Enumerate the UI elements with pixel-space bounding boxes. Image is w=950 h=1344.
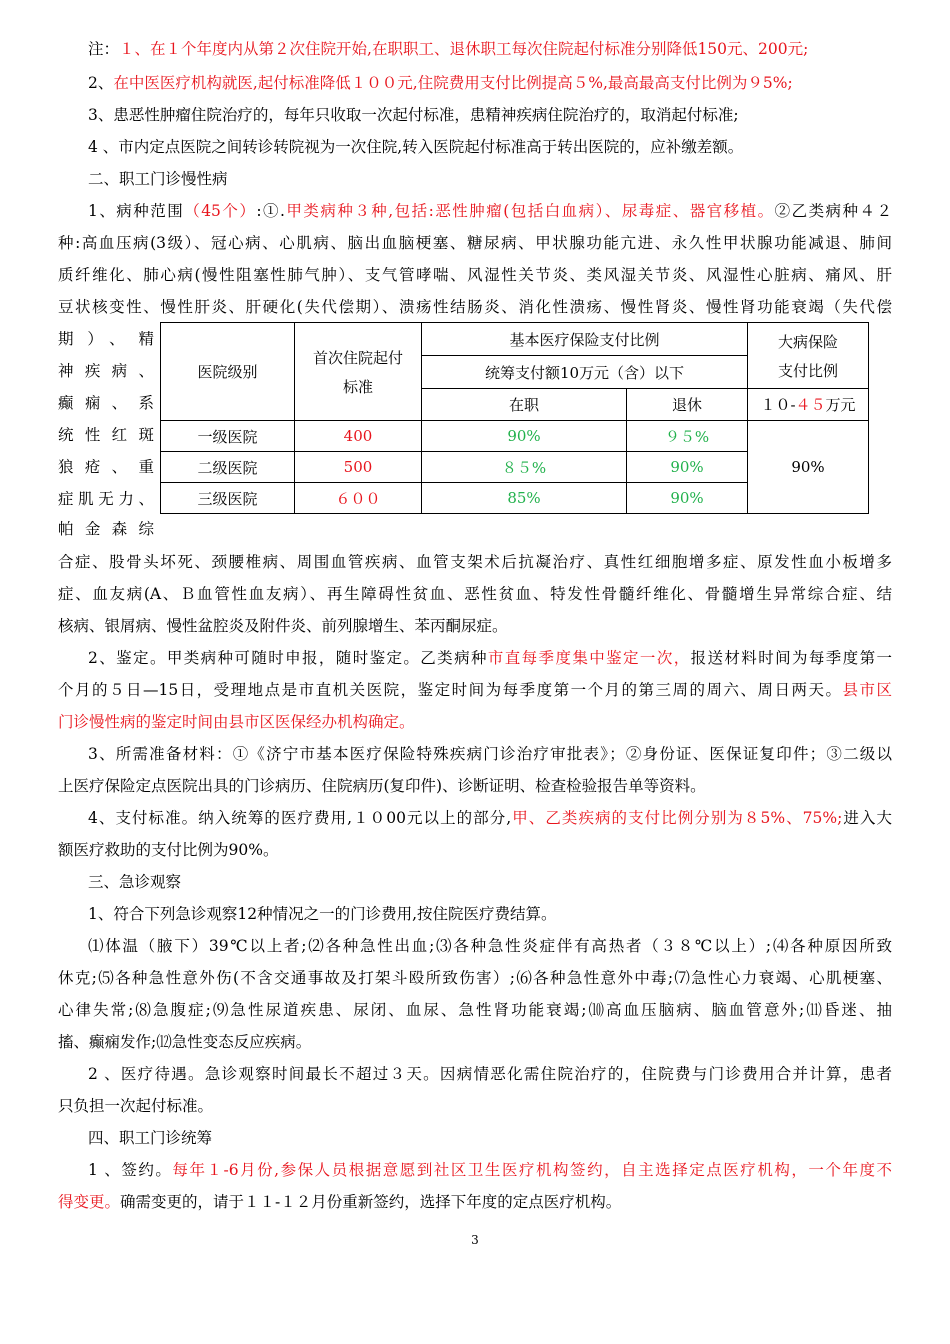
section-2-p4-line-1 [88,807,892,829]
header-first-deductible [295,323,422,421]
header-big-line-2: 支付比例 [777,361,838,380]
header-first-line-2: 标准 [342,377,373,396]
p2-text-c: 报送材料时间为每季度第一 [690,649,892,667]
section-2-p1-line-5: 合症、股骨头坏死、颈腰椎病、周围血管疾病、血管支架术后抗凝治疗、真性红细胞增多症、原发性血小板增多 [58,553,892,571]
section-3-p1: 1、符合下列急诊观察12种情况之一的门诊费用,按住院医疗费结算。 [88,905,557,923]
section-3-list-line-1: ⑴体温（腋下）39℃以上者;⑵各种急性出血;⑶各种急性炎症伴有高热者（３８℃以上）;⑷各种原因所致 [88,937,892,955]
header-employed: 在职 [422,389,627,421]
p4-red-text: 甲、乙类疾病的支付比例分别为８5%、75%; [511,809,843,827]
section-2-p1-line-4: 豆状核变性、慢性肝炎、肝硬化(失代偿期）、溃疡性结肠炎、消化性溃疡、慢性肾炎、慢性肾功能衰竭（失代偿 [58,298,892,316]
page-number: 3 [471,1233,479,1247]
row-retired-rate: ９５% [627,421,748,452]
section-2-p2-line-1 [88,647,892,669]
s4-p1-red-text: 每年１-6月份,参保人员根据意愿到社区卫生医疗机构签约，自主选择定点医疗机构，一个年度不 [172,1161,892,1179]
p1-count: （45个） [184,202,257,220]
row-retired-rate: 90% [627,452,748,483]
note-prefix: 注： [88,40,120,58]
section-2-p4-line-2: 额医疗救助的支付比例为90%。 [58,841,279,859]
section-3-list-line-3: 心律失常;⑻急腹症;⑼急性尿道疾患、尿闭、血尿、急性肾功能衰竭;⑽高血压脑病、脑血管意外;⑾昏迷、抽 [58,1001,892,1019]
section-2-p2-line-3: 门诊慢性病的鉴定时间由县市区医保经办机构确定。 [58,713,415,731]
note-1-red-text: １、在１个年度内从第２次住院开始,在职职工、退休职工每次住院起付标准分别降低150元、200元; [119,40,809,58]
hospital-rate-table [160,322,869,514]
note-2-prefix: 2、 [88,74,114,92]
s4-p1-label: 1 、签约。 [88,1161,173,1179]
note-line-1 [88,38,892,60]
row-employed-rate: 90% [422,421,627,452]
header-basic-insurance: 基本医疗保险支付比例 [422,323,748,356]
section-3-list-line-4: 搐、癫痫发作;⑿急性变态反应疾病。 [58,1033,312,1051]
p4-text-c: 进入大 [842,809,892,827]
header-hospital-level: 医院级别 [161,323,295,421]
p4-text-a: 4、支付标准。纳入统筹的医疗费用,１０00元以上的部分, [88,809,512,827]
side-text-7: 帕金森综 [58,520,154,538]
big-range-start: １０- [760,396,796,414]
header-pool-limit: 统筹支付额10万元（含）以下 [422,356,748,389]
section-3-list-line-2: 休克;⑸各种急性意外伤(不含交通事故及打架斗殴所致伤害）;⑹各种急性意外中毒;⑺急性心力衰竭、心肌梗塞、 [58,969,892,987]
side-text-1: 期）、精 [58,330,154,348]
section-2-p1-line-6: 症、血友病(A、Ｂ血管性血友病）、再生障碍性贫血、恶性贫血、特发性骨髓纤维化、骨髓增生异常综合症、结 [58,585,892,603]
table-row [161,421,869,452]
s4-p1-line2-red: 得变更。 [58,1193,121,1211]
row-retired-rate: 90% [627,483,748,514]
section-2-p1-line-1 [88,200,892,222]
header-big-line-1: 大病保险 [777,332,838,351]
p2-text-a: 2、鉴定。甲类病种可随时申报，随时鉴定。乙类病种 [88,649,488,667]
row-level: 一级医院 [161,421,295,452]
side-text-4: 统性红斑 [58,426,154,444]
section-2-title: 二、职工门诊慢性病 [88,170,228,188]
section-4-p1-line-2 [58,1191,892,1213]
note-line-2 [88,72,892,94]
p2-red-text: 市直每季度集中鉴定一次， [487,649,691,667]
header-critical-illness [748,323,869,389]
p1-class-a: 甲类病种３种,包括:恶性肿瘤(包括白血病）、尿毒症、器官移植。 [284,202,775,220]
side-text-3: 癫痫、系 [58,394,154,412]
section-2-p3-line-2: 上医疗保险定点医院出具的门诊病历、住院病历(复印件)、诊断证明、检查检验报告单等资料。 [58,777,706,795]
section-3-p2-line-1: 2 、医疗待遇。急诊观察时间最长不超过３天。因病情恶化需住院治疗的，住院费与门诊费用合并计算，患者 [88,1065,892,1083]
p1-marker: :①. [256,202,285,220]
p1-class-b: ②乙类病种４２ [774,202,892,220]
row-level: 三级医院 [161,483,295,514]
header-big-range [748,389,869,421]
side-text-5: 狼疮、重 [58,458,154,476]
row-employed-rate: ８５% [422,452,627,483]
note-line-4: 4 、市内定点医院之间转诊转院视为一次住院,转入医院起付标准高于转出医院的，应补缴差额。 [88,138,744,156]
row-level: 二级医院 [161,452,295,483]
row-employed-rate: 85% [422,483,627,514]
header-retired: 退休 [627,389,748,421]
s4-p1-line2-text: 确需变更的，请于１１-１２月份重新签约，选择下年度的定点医疗机构。 [120,1193,622,1211]
note-2-red-text: 在中医医疗机构就医,起付标准降低１００元,住院费用支付比例提高５%,最高最高支付比例为９5%; [113,74,793,92]
big-range-end: ４５ [795,396,826,414]
section-4-p1-line-1 [88,1159,892,1181]
p2-line2-text: 个月的５日—15日，受理地点是市直机关医院，鉴定时间为每季度第一个月的第三周的周六、周日两天。 [58,681,843,699]
p2-line2-red: 县市区 [842,681,892,699]
side-text-6: 症肌无力、 [58,490,154,508]
section-2-p3-line-1: 3、所需准备材料：①《济宁市基本医疗保险特殊疾病门诊治疗审批表》；②身份证、医保证复印件；③二级以 [88,745,892,763]
section-2-p2-line-2 [58,679,892,701]
row-first-deductible: 500 [295,452,422,483]
critical-illness-rate: 90% [748,421,869,514]
section-3-p2-line-2: 只负担一次起付标准。 [58,1097,214,1115]
section-3-title: 三、急诊观察 [88,873,182,891]
row-first-deductible: ６００ [295,483,422,514]
p1-label: 1、病种范围 [88,202,185,220]
section-2-p1-line-2: 种:高血压病(3级）、冠心病、心肌病、脑出血脑梗塞、糖尿病、甲状腺功能亢进、永久性甲状腺功能减退、肺间 [58,234,892,252]
section-2-p1-line-3: 质纤维化、肺心病(慢性阻塞性肺气肿）、支气管哮喘、风湿性关节炎、类风湿关节炎、风湿性心脏病、痛风、肝 [58,266,892,284]
section-4-title: 四、职工门诊统筹 [88,1129,213,1147]
big-range-unit: 万元 [825,396,856,414]
header-first-line-1: 首次住院起付 [312,348,403,367]
section-2-p1-line-7: 核病、银屑病、慢性盆腔炎及附件炎、前列腺增生、苯丙酮尿症。 [58,617,508,635]
side-text-2: 神疾病、 [58,362,154,380]
row-first-deductible: 400 [295,421,422,452]
note-line-3: 3、患恶性肿瘤住院治疗的，每年只收取一次起付标准，患精神疾病住院治疗的，取消起付标准; [88,106,739,124]
